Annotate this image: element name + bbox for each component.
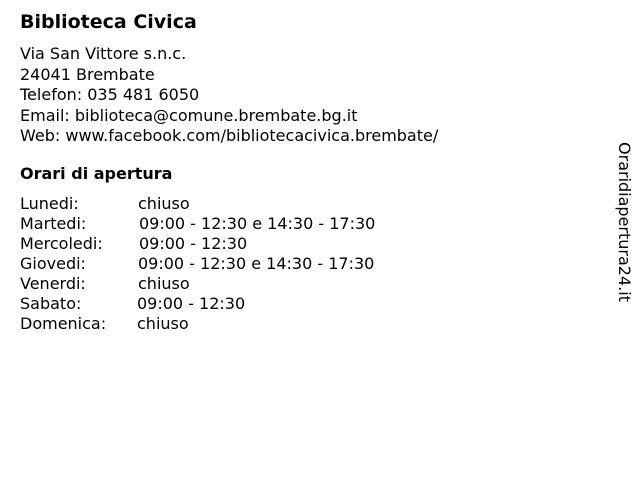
day-hours: 09:00 - 12:30 e 14:30 - 17:30	[138, 254, 375, 273]
day-label: Martedi:	[20, 214, 87, 233]
city-address: 24041 Brembate	[20, 64, 155, 84]
address-block	[20, 44, 438, 147]
day-label: Lunedi:	[20, 194, 79, 213]
site-watermark: Oraridiapertura24.it	[615, 142, 634, 302]
day-hours: 09:00 - 12:30	[139, 234, 248, 253]
day-hours: chiuso	[138, 194, 190, 213]
day-label: Domenica:	[20, 314, 107, 333]
day-hours: 09:00 - 12:30 e 14:30 - 17:30	[139, 214, 376, 233]
day-hours: 09:00 - 12:30	[137, 294, 246, 313]
street-address: Via San Vittore s.n.c.	[20, 44, 187, 63]
email-address: Email: biblioteca@comune.brembate.bg.it	[20, 105, 358, 125]
day-label: Giovedi:	[20, 254, 86, 273]
day-label: Sabato:	[20, 294, 82, 313]
website-address: Web: www.facebook.com/bibliotecacivica.brembate/	[20, 126, 439, 145]
phone-number: Telefon: 035 481 6050	[20, 85, 200, 104]
page-title: Biblioteca Civica	[20, 11, 197, 33]
day-hours: chiuso	[137, 314, 189, 333]
opening-hours-heading: Orari di apertura	[20, 164, 173, 183]
day-label: Mercoledi:	[20, 234, 103, 253]
day-hours: chiuso	[138, 274, 190, 293]
day-label: Venerdi:	[20, 274, 86, 293]
